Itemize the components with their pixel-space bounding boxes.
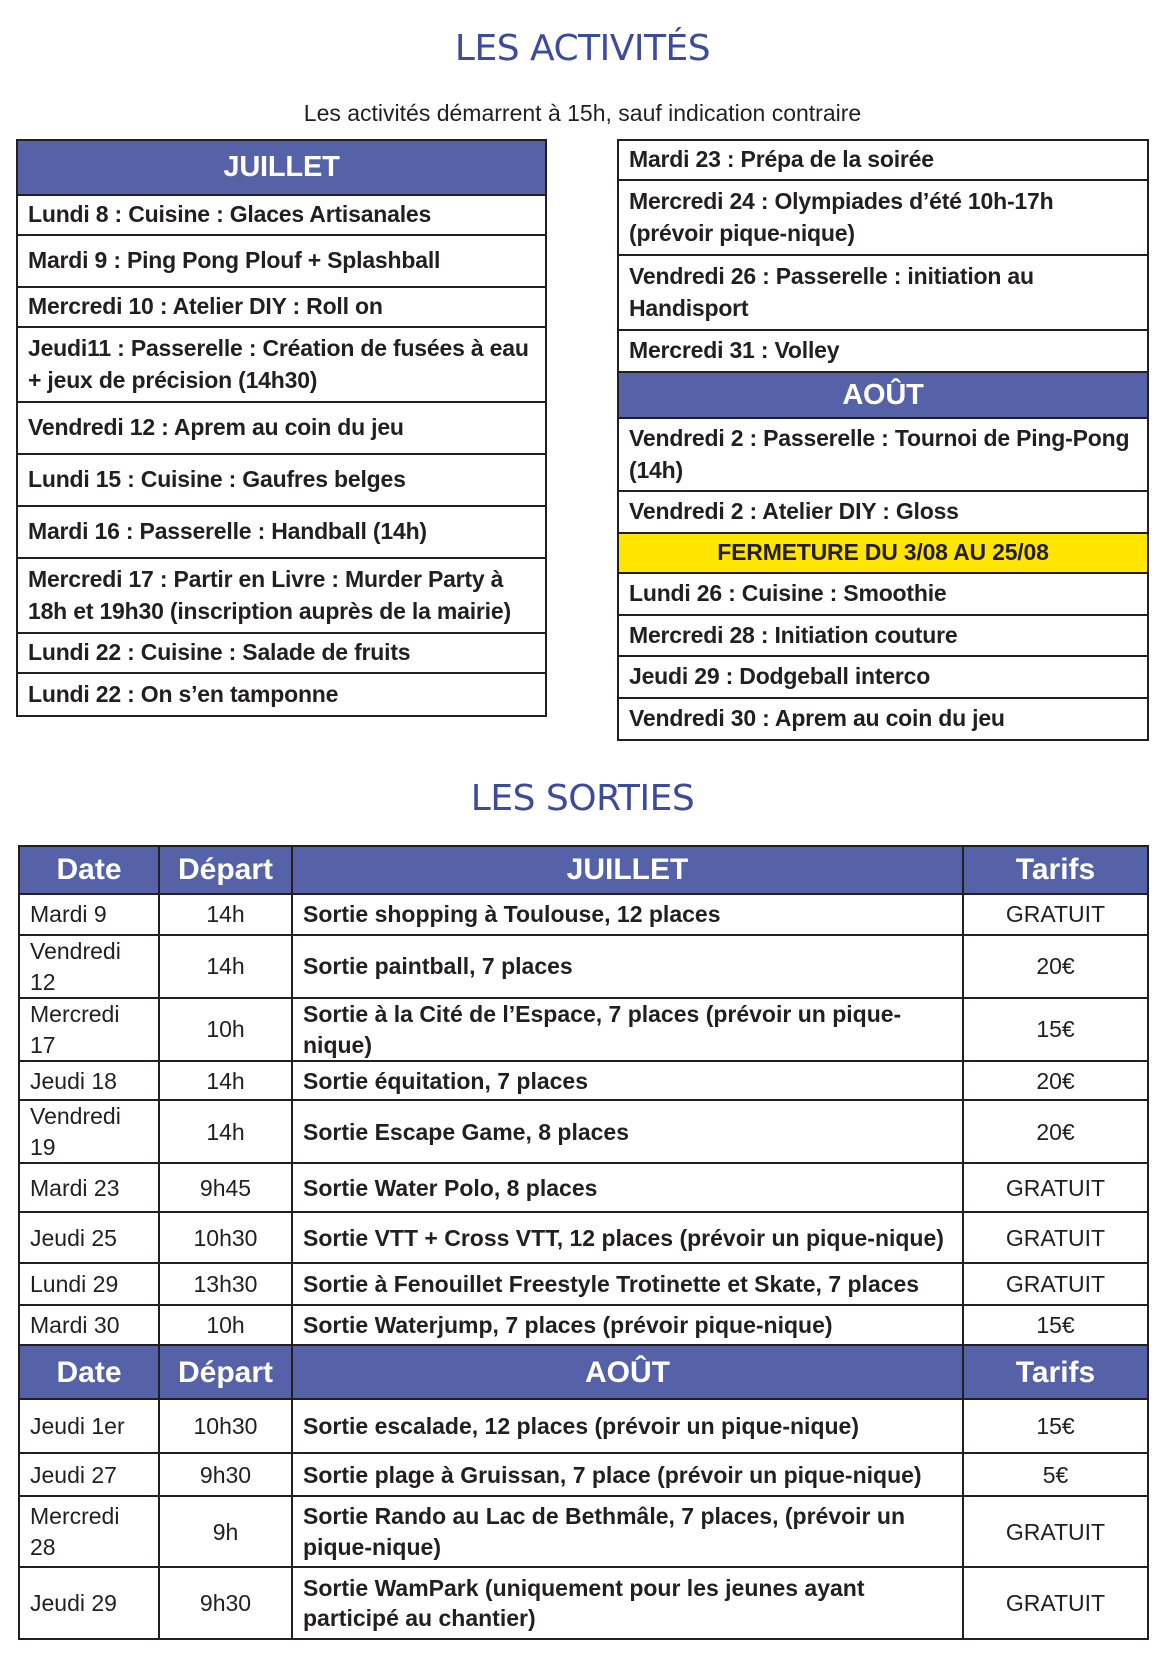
activity-item: Vendredi 30 : Aprem au coin du jeu	[619, 699, 1147, 741]
header-date: Date	[19, 1345, 159, 1399]
cell-depart: 10h30	[159, 1212, 292, 1263]
cell-date: Vendredi 12	[19, 935, 159, 998]
activity-item: Mercredi 10 : Atelier DIY : Roll on	[18, 288, 545, 328]
activity-item: Mardi 9 : Ping Pong Plouf + Splashball	[18, 236, 545, 288]
cell-date: Jeudi 29	[19, 1567, 159, 1639]
header-depart: Départ	[159, 1345, 292, 1399]
cell-date: Jeudi 1er	[19, 1399, 159, 1453]
sorties-title: LES SORTIES	[470, 778, 695, 819]
table-row	[19, 894, 1148, 935]
header-month: AOÛT	[292, 1345, 963, 1399]
activity-item: Vendredi 2 : Passerelle : Tournoi de Ping-Pong (14h)	[619, 419, 1147, 492]
activity-item: Vendredi 26 : Passerelle : initiation au Handisport	[619, 256, 1147, 331]
cell-tarif: 20€	[963, 935, 1148, 998]
cell-activite: Sortie paintball, 7 places	[292, 935, 963, 998]
table-row	[19, 1496, 1148, 1567]
table-row	[19, 1163, 1148, 1212]
cell-activite: Sortie Waterjump, 7 places (prévoir pique-nique)	[292, 1305, 963, 1345]
header-tarifs: Tarifs	[963, 1345, 1148, 1399]
activity-item: Vendredi 2 : Atelier DIY : Gloss	[619, 492, 1147, 534]
header-month: JUILLET	[292, 846, 963, 894]
cell-activite: Sortie escalade, 12 places (prévoir un pique-nique)	[292, 1399, 963, 1453]
cell-date: Mardi 30	[19, 1305, 159, 1345]
cell-depart: 9h30	[159, 1453, 292, 1496]
cell-tarif: GRATUIT	[963, 1263, 1148, 1305]
table-row	[19, 998, 1148, 1061]
activity-item: Mardi 16 : Passerelle : Handball (14h)	[18, 507, 545, 559]
activity-item: Mardi 23 : Prépa de la soirée	[619, 141, 1147, 181]
cell-depart: 10h	[159, 1305, 292, 1345]
cell-date: Mardi 23	[19, 1163, 159, 1212]
cell-activite: Sortie VTT + Cross VTT, 12 places (prévoir un pique-nique)	[292, 1212, 963, 1263]
cell-activite: Sortie plage à Gruissan, 7 place (prévoir un pique-nique)	[292, 1453, 963, 1496]
activities-subtitle: Les activités démarrent à 15h, sauf indication contraire	[303, 100, 862, 126]
cell-tarif: GRATUIT	[963, 1163, 1148, 1212]
cell-tarif: GRATUIT	[963, 1212, 1148, 1263]
cell-activite: Sortie Escape Game, 8 places	[292, 1100, 963, 1163]
cell-tarif: 5€	[963, 1453, 1148, 1496]
table-row	[19, 935, 1148, 998]
activity-item: Mercredi 31 : Volley	[619, 331, 1147, 373]
cell-depart: 9h30	[159, 1567, 292, 1639]
cell-depart: 14h	[159, 1100, 292, 1163]
activity-item: Lundi 8 : Cuisine : Glaces Artisanales	[18, 196, 545, 236]
closure-banner: FERMETURE DU 3/08 AU 25/08	[619, 534, 1147, 574]
month-header: JUILLET	[18, 141, 545, 196]
cell-date: Vendredi 19	[19, 1100, 159, 1163]
cell-date: Jeudi 18	[19, 1061, 159, 1100]
cell-tarif: GRATUIT	[963, 894, 1148, 935]
activity-item: Lundi 26 : Cuisine : Smoothie	[619, 574, 1147, 616]
table-row	[19, 1263, 1148, 1305]
table-row	[19, 1061, 1148, 1100]
cell-tarif: 15€	[963, 1305, 1148, 1345]
cell-date: Jeudi 25	[19, 1212, 159, 1263]
table-row	[19, 1567, 1148, 1639]
table-row	[19, 1305, 1148, 1345]
table-row	[19, 1399, 1148, 1453]
activity-item: Mercredi 24 : Olympiades d’été 10h-17h (prévoir pique-nique)	[619, 181, 1147, 256]
cell-depart: 14h	[159, 894, 292, 935]
cell-date: Jeudi 27	[19, 1453, 159, 1496]
cell-activite: Sortie à la Cité de l’Espace, 7 places (prévoir un pique-nique)	[292, 998, 963, 1061]
activities-right-column	[617, 139, 1149, 741]
cell-depart: 10h	[159, 998, 292, 1061]
table-row	[19, 1453, 1148, 1496]
activity-item: Lundi 22 : Cuisine : Salade de fruits	[18, 634, 545, 674]
cell-depart: 14h	[159, 935, 292, 998]
cell-tarif: 15€	[963, 1399, 1148, 1453]
cell-tarif: 20€	[963, 1061, 1148, 1100]
cell-date: Lundi 29	[19, 1263, 159, 1305]
cell-depart: 9h45	[159, 1163, 292, 1212]
header-date: Date	[19, 846, 159, 894]
activity-item: Mercredi 17 : Partir en Livre : Murder Party à 18h et 19h30 (inscription auprès de la mairie)	[18, 559, 545, 634]
header-tarifs: Tarifs	[963, 846, 1148, 894]
cell-tarif: GRATUIT	[963, 1496, 1148, 1567]
cell-activite: Sortie Water Polo, 8 places	[292, 1163, 963, 1212]
cell-date: Mardi 9	[19, 894, 159, 935]
header-depart: Départ	[159, 846, 292, 894]
sorties-table	[18, 845, 1149, 1640]
activities-left-column	[16, 139, 547, 717]
cell-date: Mercredi 28	[19, 1496, 159, 1567]
month-header: AOÛT	[619, 373, 1147, 419]
cell-activite: Sortie à Fenouillet Freestyle Trotinette et Skate, 7 places	[292, 1263, 963, 1305]
cell-depart: 14h	[159, 1061, 292, 1100]
cell-activite: Sortie Rando au Lac de Bethmâle, 7 places, (prévoir un pique-nique)	[292, 1496, 963, 1567]
table-row	[19, 1100, 1148, 1163]
activity-item: Jeudi11 : Passerelle : Création de fusées à eau + jeux de précision (14h30)	[18, 328, 545, 403]
cell-activite: Sortie équitation, 7 places	[292, 1061, 963, 1100]
cell-date: Mercredi 17	[19, 998, 159, 1061]
cell-tarif: GRATUIT	[963, 1567, 1148, 1639]
table-header-row	[19, 1345, 1148, 1399]
cell-tarif: 15€	[963, 998, 1148, 1061]
table-header-row	[19, 846, 1148, 894]
activities-title: LES ACTIVITÉS	[454, 28, 711, 69]
activity-item: Jeudi 29 : Dodgeball interco	[619, 657, 1147, 699]
activity-item: Mercredi 28 : Initiation couture	[619, 616, 1147, 657]
cell-activite: Sortie shopping à Toulouse, 12 places	[292, 894, 963, 935]
table-row	[19, 1212, 1148, 1263]
cell-depart: 10h30	[159, 1399, 292, 1453]
activity-item: Lundi 22 : On s’en tamponne	[18, 674, 545, 717]
activity-item: Vendredi 12 : Aprem au coin du jeu	[18, 403, 545, 455]
cell-depart: 13h30	[159, 1263, 292, 1305]
cell-activite: Sortie WamPark (uniquement pour les jeunes ayant participé au chantier)	[292, 1567, 963, 1639]
activity-item: Lundi 15 : Cuisine : Gaufres belges	[18, 455, 545, 507]
cell-tarif: 20€	[963, 1100, 1148, 1163]
cell-depart: 9h	[159, 1496, 292, 1567]
